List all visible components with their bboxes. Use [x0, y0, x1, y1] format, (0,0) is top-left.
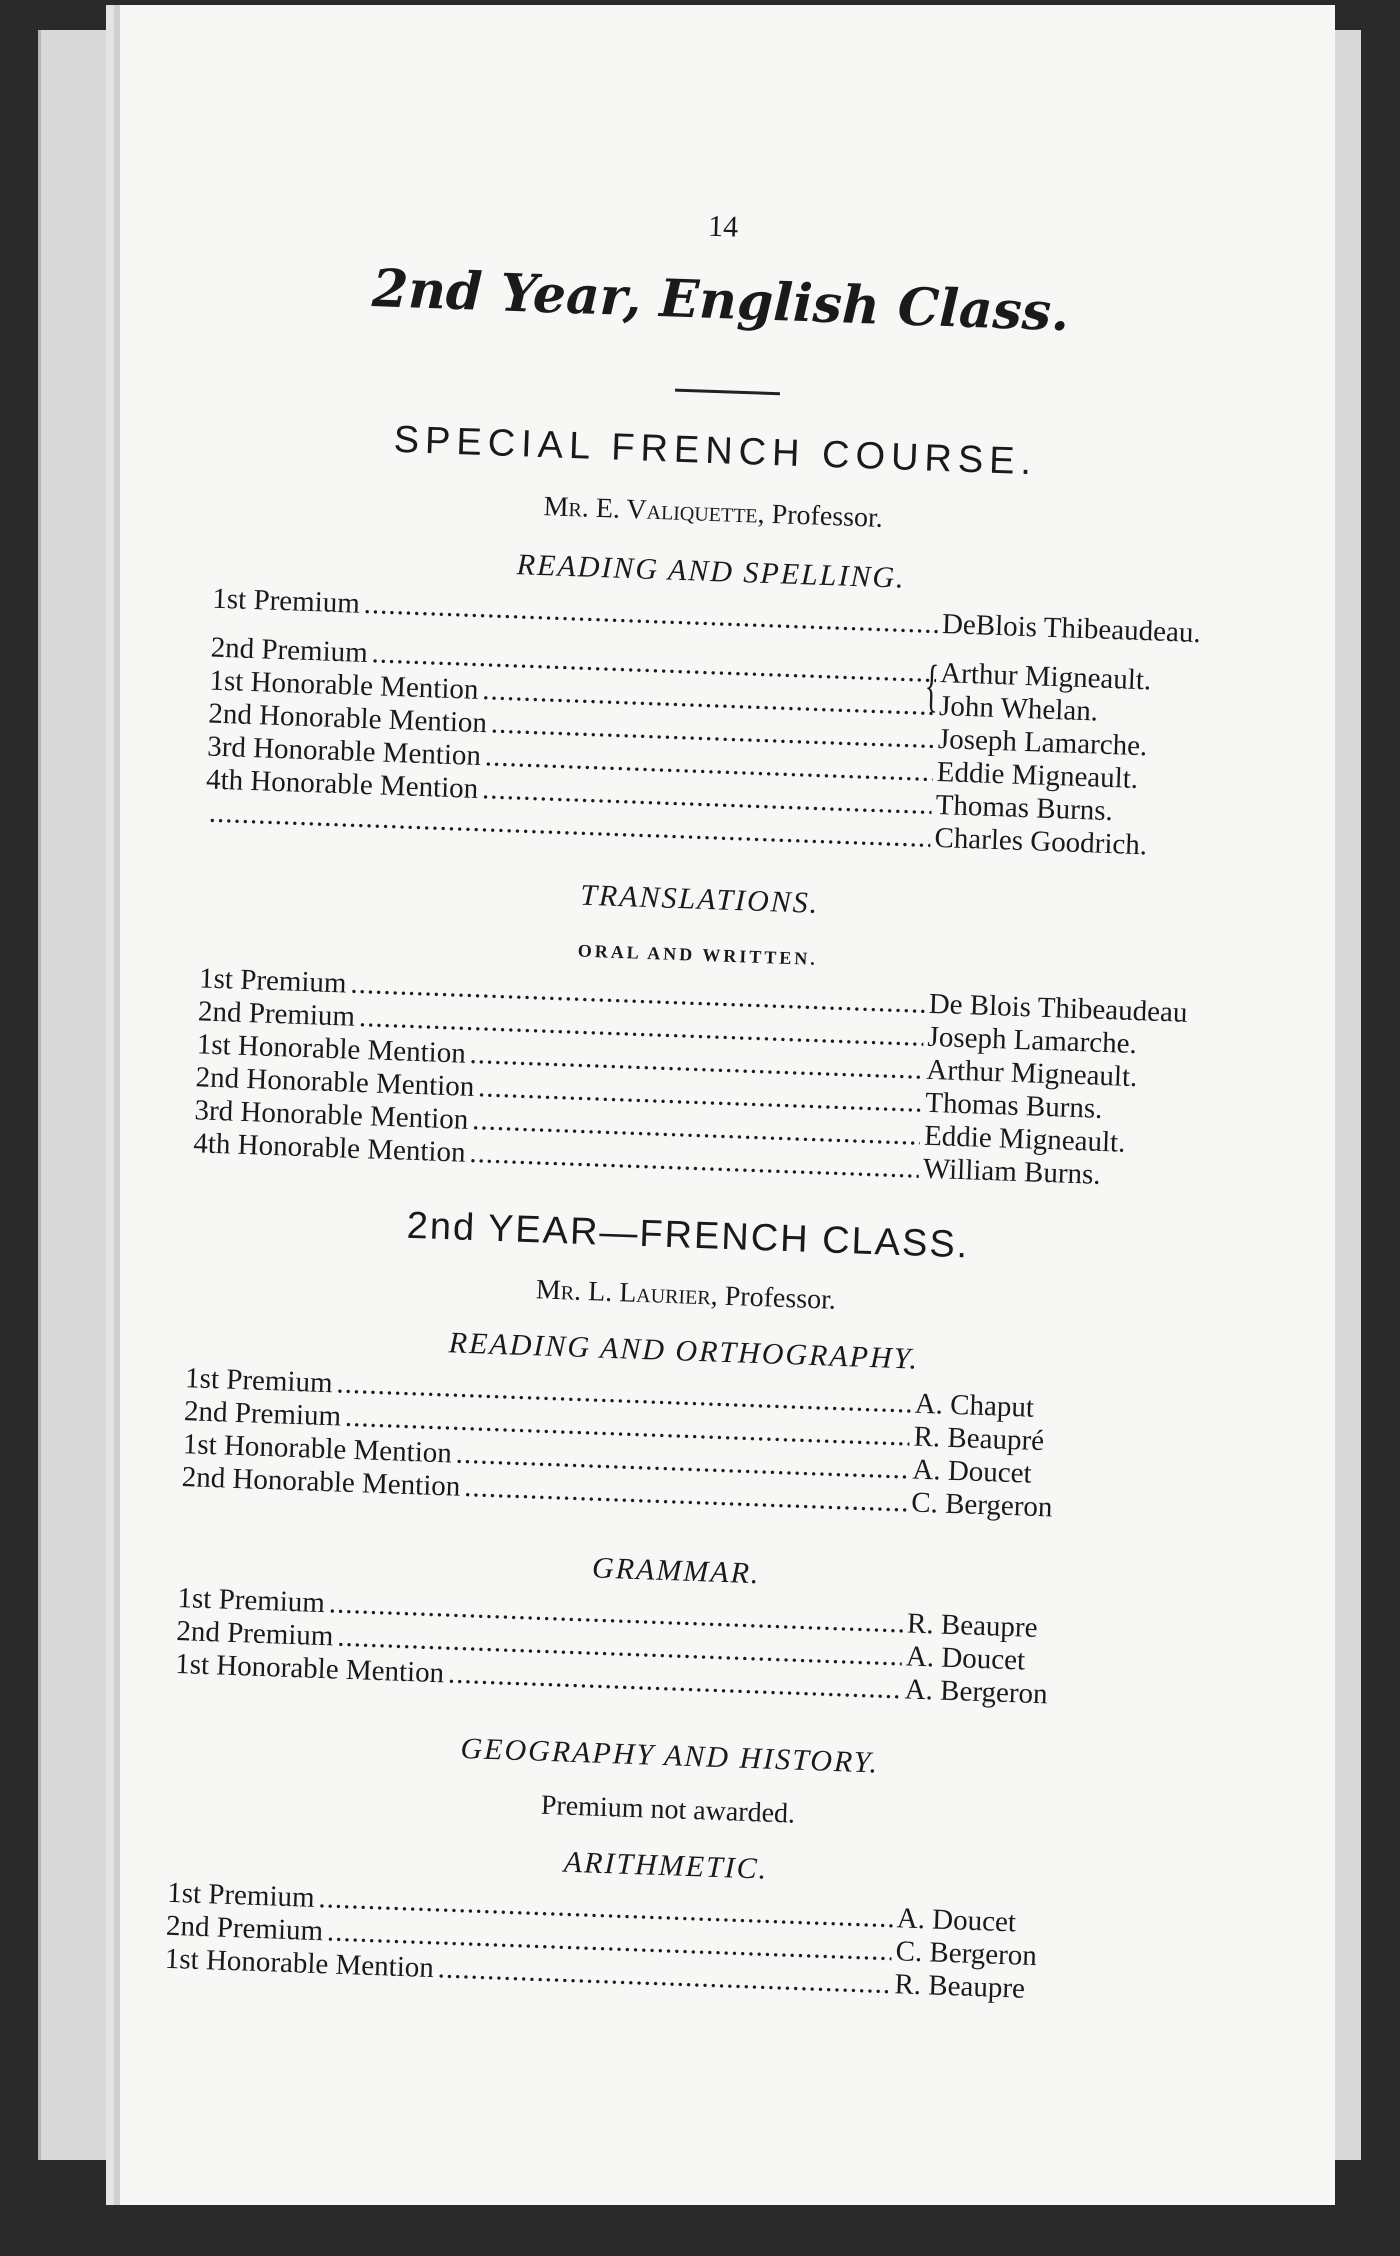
award-name: R. Beaupre [893, 1968, 1026, 2005]
class-title: 2nd Year, English Class. [370, 257, 1071, 344]
award-label: 2nd Honorable Mention [195, 1061, 475, 1104]
award-label: 2nd Honorable Mention [181, 1461, 461, 1503]
section-heading-special-french: SPECIAL FRENCH COURSE. [393, 418, 1038, 484]
award-name: R. Beaupre [906, 1607, 1039, 1644]
award-list-translations [193, 962, 1199, 1195]
award-name: Thomas Burns. [924, 1086, 1103, 1125]
award-label: 2nd Honorable Mention [207, 697, 488, 740]
professor-role: Professor. [771, 499, 884, 534]
award-list-arithmetic [164, 1877, 1167, 2011]
award-label: 2nd Premium [210, 631, 369, 670]
award-label: 1st Honorable Mention [164, 1942, 435, 1985]
subheading-translations: TRANSLATIONS. [579, 878, 820, 920]
award-name: Arthur Migneault. [939, 657, 1152, 697]
award-name: Joseph Lamarche. [937, 723, 1148, 763]
award-name: Eddie Migneault. [936, 755, 1139, 795]
subheading-grammar: GRAMMAR. [591, 1551, 762, 1591]
award-label: 4th Honorable Mention [192, 1127, 467, 1169]
award-list-reading-orthography [181, 1362, 1185, 1529]
award-label: 3rd Honorable Mention [194, 1094, 469, 1136]
award-name: R. Beaupré [913, 1420, 1045, 1458]
award-label: 4th Honorable Mention [205, 763, 479, 805]
award-name: A. Bergeron [904, 1673, 1049, 1711]
award-name: Eddie Migneault. [923, 1119, 1126, 1159]
subheading-geography-history: GEOGRAPHY AND HISTORY. [460, 1731, 880, 1780]
award-label: 2nd Premium [183, 1395, 342, 1433]
award-name: John Whelan. [938, 690, 1099, 728]
award-name: DeBlois Thibeaudeau. [941, 608, 1202, 650]
award-list-grammar [175, 1582, 1178, 1716]
subheading-arithmetic: ARITHMETIC. [563, 1845, 769, 1886]
award-label: 1st Premium [184, 1362, 334, 1400]
subheading-reading-orthography: READING AND ORTHOGRAPHY. [448, 1326, 920, 1376]
award-name: Joseph Lamarche. [927, 1020, 1138, 1061]
subheading-reading-spelling: READING AND SPELLING. [516, 548, 907, 595]
award-name: De Blois Thibeaudeau [928, 987, 1188, 1029]
award-label: 2nd Premium [165, 1909, 324, 1948]
award-name: Thomas Burns. [935, 788, 1114, 828]
award-label: 2nd Premium [197, 995, 356, 1033]
award-label: 1st Premium [177, 1581, 326, 1620]
award-name: William Burns. [922, 1152, 1102, 1191]
professor-role: Professor. [724, 1280, 837, 1316]
award-name: C. Bergeron [895, 1935, 1038, 1973]
geography-history-note: Premium not awarded. [540, 1789, 796, 1830]
brace-glyph: { [923, 652, 940, 718]
page-number: 14 [707, 209, 739, 244]
award-name: C. Bergeron [910, 1486, 1054, 1524]
award-label: 1st Premium [166, 1876, 316, 1914]
professor-name: Mr. E. Valiquette, [543, 491, 766, 530]
award-label: 1st Honorable Mention [209, 664, 480, 706]
page-content [120, 5, 1335, 2205]
award-list-reading-spelling [204, 583, 1212, 865]
award-name: Charles Goodrich. [933, 821, 1148, 862]
award-label: 3rd Honorable Mention [206, 730, 482, 773]
award-label: 1st Premium [211, 582, 361, 620]
award-label: 2nd Premium [175, 1614, 334, 1653]
award-label: 1st Honorable Mention [174, 1647, 445, 1690]
award-name: A. Chaput [914, 1387, 1035, 1424]
professor-name: Mr. L. Laurier, [535, 1274, 719, 1312]
section-heading-french-class: 2nd YEAR—FRENCH CLASS. [406, 1204, 970, 1267]
award-label: 1st Honorable Mention [196, 1028, 467, 1070]
document-page [120, 5, 1335, 2205]
award-name: Arthur Migneault. [925, 1053, 1138, 1094]
translations-note: ORAL AND WRITTEN. [577, 940, 819, 969]
award-name: A. Doucet [911, 1453, 1033, 1490]
award-label: 1st Premium [198, 962, 348, 1000]
title-divider [675, 389, 780, 396]
award-label: 1st Honorable Mention [182, 1428, 453, 1470]
dot-leader [363, 588, 938, 641]
award-name: A. Doucet [896, 1902, 1017, 1939]
award-name: A. Doucet [905, 1640, 1026, 1677]
